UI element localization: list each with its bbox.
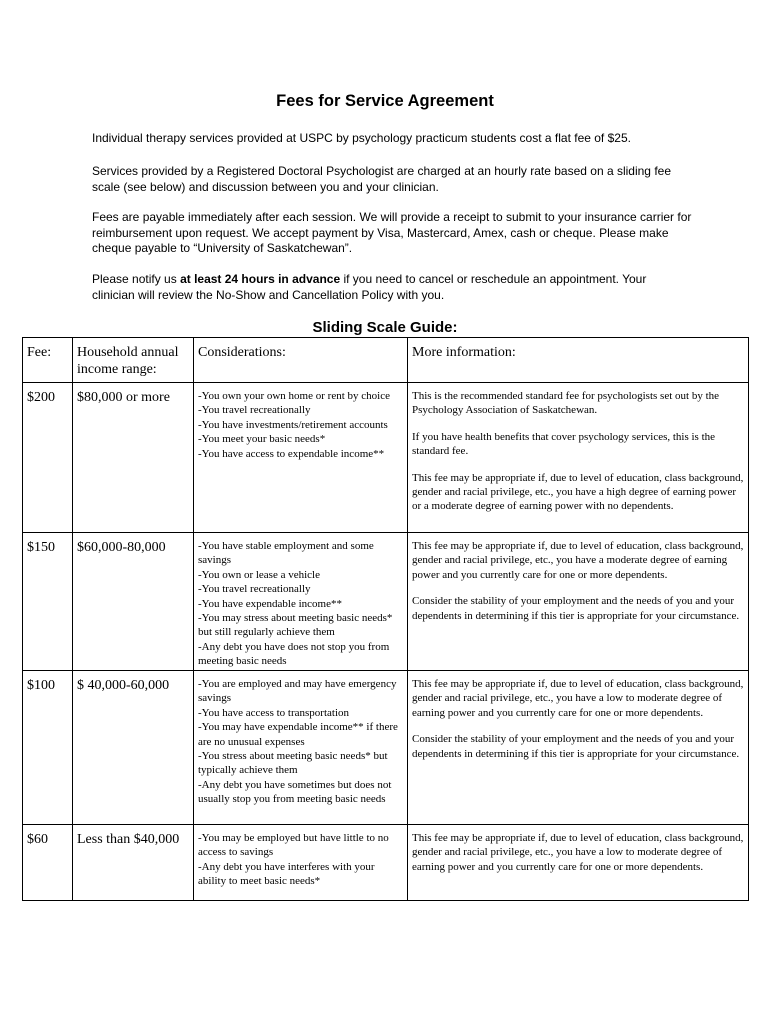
consideration-item: -You have access to expendable income**	[198, 447, 385, 460]
paragraph-payment: Fees are payable immediately after each session. We will provide a receipt to submit to your insurance carrier for reimbursement upon request. We accept payment by Visa, Mastercard, Amex, cash or cheque. Please make cheque payable to “University of Saskatchewan”.	[92, 210, 692, 255]
consideration-item: -Any debt you have interferes with your ability to meet basic needs*	[198, 860, 375, 888]
consideration-item: -You have access to transportation	[198, 706, 350, 719]
table-row	[23, 671, 749, 825]
header-fee: Fee:	[23, 338, 73, 383]
consideration-item: -You stress about meeting basic needs* but typically achieve them	[198, 750, 388, 777]
considerations-cell	[194, 533, 408, 671]
consideration-item: -You may be employed but have little to no access to savings	[198, 832, 389, 859]
consideration-item: -You have investments/retirement accounts	[198, 418, 388, 431]
more-information-paragraph: This is the recommended standard fee for psychologists set out by the Psychology Association of Saskatchewan.	[412, 390, 720, 417]
consideration-item: -You own or lease a vehicle	[198, 568, 320, 581]
fee-cell: $100	[23, 671, 73, 825]
paragraph-student-fee: Individual therapy services provided at USPC by psychology practicum students cost a flat fee of $25.	[92, 131, 631, 145]
consideration-item: -You are employed and may have emergency savings	[198, 678, 397, 705]
consideration-item: -You travel recreationally	[198, 404, 311, 417]
header-more-information: More information:	[408, 338, 749, 383]
considerations-cell	[194, 383, 408, 533]
more-information-paragraph: This fee may be appropriate if, due to level of education, class background, gender and racial privilege, etc., you have a high degree of earning power or a moderate degree of earning power with no dependents.	[412, 471, 744, 513]
consideration-item: -You may have expendable income** if there are no unusual expenses	[198, 721, 398, 748]
sliding-scale-table	[22, 337, 749, 901]
consideration-item: -You may stress about meeting basic needs* but still regularly achieve them	[198, 612, 393, 639]
income-range-cell: $60,000-80,000	[73, 533, 194, 671]
cancellation-text-start: Please notify us	[92, 272, 181, 286]
considerations-cell	[194, 671, 408, 825]
more-information-cell	[408, 825, 749, 901]
fee-cell: $150	[23, 533, 73, 671]
table-row	[23, 383, 749, 533]
consideration-item: -You meet your basic needs*	[198, 433, 326, 446]
table-row	[23, 533, 749, 671]
income-range-cell: $ 40,000-60,000	[73, 671, 194, 825]
header-considerations: Considerations:	[194, 338, 408, 383]
document-title: Fees for Service Agreement	[276, 92, 494, 110]
cancellation-text-end: if you need to cancel or reschedule an appointment. Your clinician will review the No-Show and Cancellation Policy with you.	[92, 272, 647, 302]
more-information-cell	[408, 383, 749, 533]
more-information-paragraph: This fee may be appropriate if, due to level of education, class background, gender and racial privilege, etc., you have a low to moderate degree of earning power and you currently care for one or more dependents.	[412, 832, 744, 873]
consideration-item: -You own your own home or rent by choice	[198, 390, 390, 402]
paragraph-cancellation	[92, 272, 692, 303]
consideration-item: -You have expendable income**	[198, 597, 342, 610]
table-header-row	[23, 338, 749, 383]
more-information-cell	[408, 533, 749, 671]
header-income-range: Household annual income range:	[73, 338, 194, 383]
more-information-paragraph: This fee may be appropriate if, due to level of education, class background, gender and racial privilege, etc., you have a low to moderate degree of earning power and you currently care for one or more dependents.	[412, 678, 744, 719]
more-information-paragraph: If you have health benefits that cover psychology services, this is the standard fee.	[412, 430, 716, 458]
table-row	[23, 825, 749, 901]
sliding-scale-title: Sliding Scale Guide:	[312, 319, 458, 336]
consideration-item: -Any debt you have does not stop you from meeting basic needs	[198, 640, 390, 668]
consideration-item: -Any debt you have sometimes but does not usually stop you from meeting basic needs	[198, 778, 392, 806]
cancellation-deadline: at least 24 hours in advance	[180, 272, 341, 286]
more-information-paragraph: This fee may be appropriate if, due to level of education, class background, gender and racial privilege, etc., you have a moderate degree of earning power and you currently care for one or more dependents.	[412, 540, 744, 581]
more-information-paragraph: Consider the stability of your employment and the needs of you and your dependents in determining if this tier is appropriate for your circumstance.	[412, 733, 740, 760]
income-range-cell: $80,000 or more	[73, 383, 194, 533]
more-information-cell	[408, 671, 749, 825]
fee-cell: $60	[23, 825, 73, 901]
more-information-paragraph: Consider the stability of your employment and the needs of you and your dependents in determining if this tier is appropriate for your circumstance.	[412, 595, 740, 622]
considerations-cell	[194, 825, 408, 901]
paragraph-sliding-fee: Services provided by a Registered Doctoral Psychologist are charged at an hourly rate based on a sliding fee scale (see below) and discussion between you and your clinician.	[92, 164, 671, 194]
fee-cell: $200	[23, 383, 73, 533]
consideration-item: -You travel recreationally	[198, 583, 311, 596]
income-range-cell: Less than $40,000	[73, 825, 194, 901]
consideration-item: -You have stable employment and some savings	[198, 540, 374, 567]
